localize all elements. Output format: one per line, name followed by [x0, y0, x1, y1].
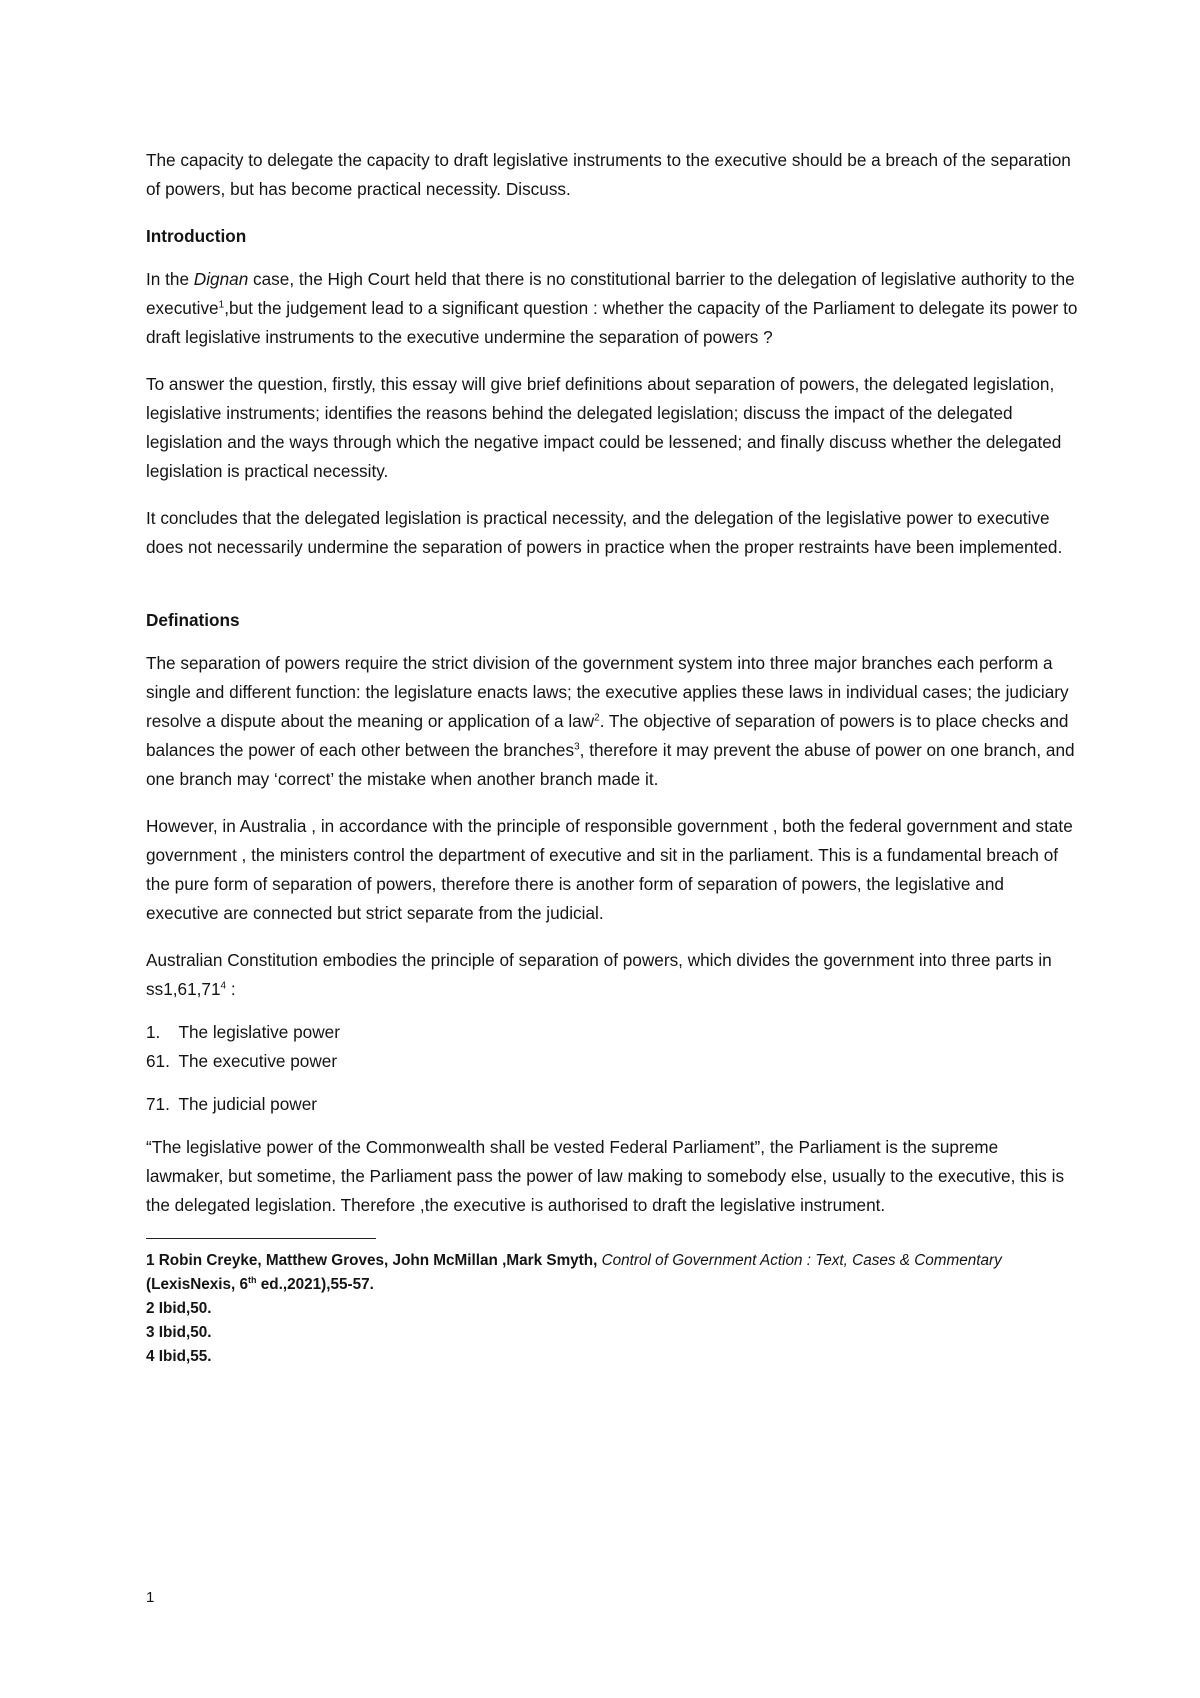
list-item-text: The legislative power: [178, 1022, 340, 1042]
definitions-paragraph-1: [146, 649, 1080, 794]
section-gap: [146, 580, 1080, 606]
introduction-heading: Introduction: [146, 226, 247, 246]
footnote-ref-3: 3: [574, 741, 580, 753]
list-item-number: 1.: [146, 1022, 161, 1042]
footnote-1: [146, 1249, 1080, 1297]
case-name-dignan: Dignan: [193, 269, 249, 289]
def-p1-text-c: , therefore it may prevent the abuse of power on one branch, and one branch may ‘correct’ the mistake when another branch made it.: [146, 740, 1075, 789]
intro-p1-text-a: In the: [146, 269, 194, 289]
essay-question: The capacity to delegate the capacity to draft legislative instruments to the executive should be a breach of the separation of powers, but has become practical necessity. Discuss.: [146, 150, 1071, 199]
definitions-paragraph-2: However, in Australia , in accordance with the principle of responsible government , both the federal government and state government , the ministers control the department of executive and sit in the parliament. This is a fundamental breach of the pure form of separation of powers, therefore there is another form of separation of powers, the legislative and executive are connected but strict separate from the judicial.: [146, 816, 1073, 923]
fn1-book-title: Control of Government Action : Text, Cases & Commentary: [601, 1252, 1002, 1269]
footnote-3: 3 Ibid,50.: [146, 1324, 212, 1341]
footnotes: [146, 1249, 1080, 1369]
list-item: [146, 1018, 1080, 1047]
def-p1-text-a: The separation of powers require the strict division of the government system into three major branches each perform a single and different function: the legislature enacts laws; the executive applies these laws in individual cases; the judiciary resolve a dispute about the meaning or application of a law: [146, 653, 1069, 731]
fn1-pages: ed.,2021),55-57.: [256, 1276, 374, 1293]
intro-paragraph-3: It concludes that the delegated legislation is practical necessity, and the delegation of the legislative power to executive does not necessarily undermine the separation of powers in practice when the proper restraints have been implemented.: [146, 508, 1063, 557]
list-item-text: The judicial power: [178, 1094, 317, 1114]
list-item-number: 71.: [146, 1094, 170, 1114]
def-p3-text-a: Australian Constitution embodies the principle of separation of powers, which divides the government into three parts in ss1,61,71: [146, 950, 1052, 999]
footnote-separator: [146, 1238, 376, 1239]
page-number: 1: [146, 1589, 155, 1606]
list-item-text: The executive power: [178, 1051, 338, 1071]
fn1-authors: 1 Robin Creyke, Matthew Groves, John McMillan ,Mark Smyth,: [146, 1252, 602, 1269]
def-p3-text-b: :: [226, 979, 236, 999]
list-item: [146, 1090, 1080, 1119]
definitions-heading: Definations: [146, 610, 240, 630]
definitions-paragraph-3: [146, 946, 1080, 1004]
intro-paragraph-1: [146, 265, 1080, 352]
list-item: [146, 1047, 1080, 1076]
fn1-edition-sup: th: [248, 1274, 257, 1285]
intro-paragraph-2: To answer the question, firstly, this essay will give brief definitions about separation of powers, the delegated legislation, legislative instruments; identifies the reasons behind the delegated legislation; discuss the impact of the delegated legislation and the ways through which the negative impact could be lessened; and finally discuss whether the delegated legislation is practical necessity.: [146, 374, 1062, 481]
fn1-publisher: (LexisNexis, 6: [146, 1276, 249, 1293]
footnote-2: 2 Ibid,50.: [146, 1300, 212, 1317]
intro-p1-text-c: ,but the judgement lead to a significant question : whether the capacity of the Parliament to delegate its power to draft legislative instruments to the executive undermine the separation of powers ?: [146, 298, 1078, 347]
footnote-ref-4: 4: [220, 980, 227, 992]
footnote-ref-2: 2: [594, 712, 600, 724]
intro-p1-text-b: case, the High Court held that there is no constitutional barrier to the delegation of legislative authority to the executive: [146, 269, 1075, 318]
definitions-paragraph-4: “The legislative power of the Commonwealth shall be vested Federal Parliament”, the Parliament is the supreme lawmaker, but sometime, the Parliament pass the power of law making to somebody else, usually to the executive, this is the delegated legislation. Therefore ,the executive is authorised to draft the legislative instrument.: [146, 1137, 1065, 1215]
footnote-4: 4 Ibid,55.: [146, 1348, 212, 1365]
constitution-sections-list: [146, 1018, 1080, 1119]
list-item-number: 61.: [146, 1051, 170, 1071]
def-p1-text-b: . The objective of separation of powers is to place checks and balances the power of each other between the branches: [146, 711, 1069, 760]
footnote-ref-1: 1: [218, 299, 225, 311]
